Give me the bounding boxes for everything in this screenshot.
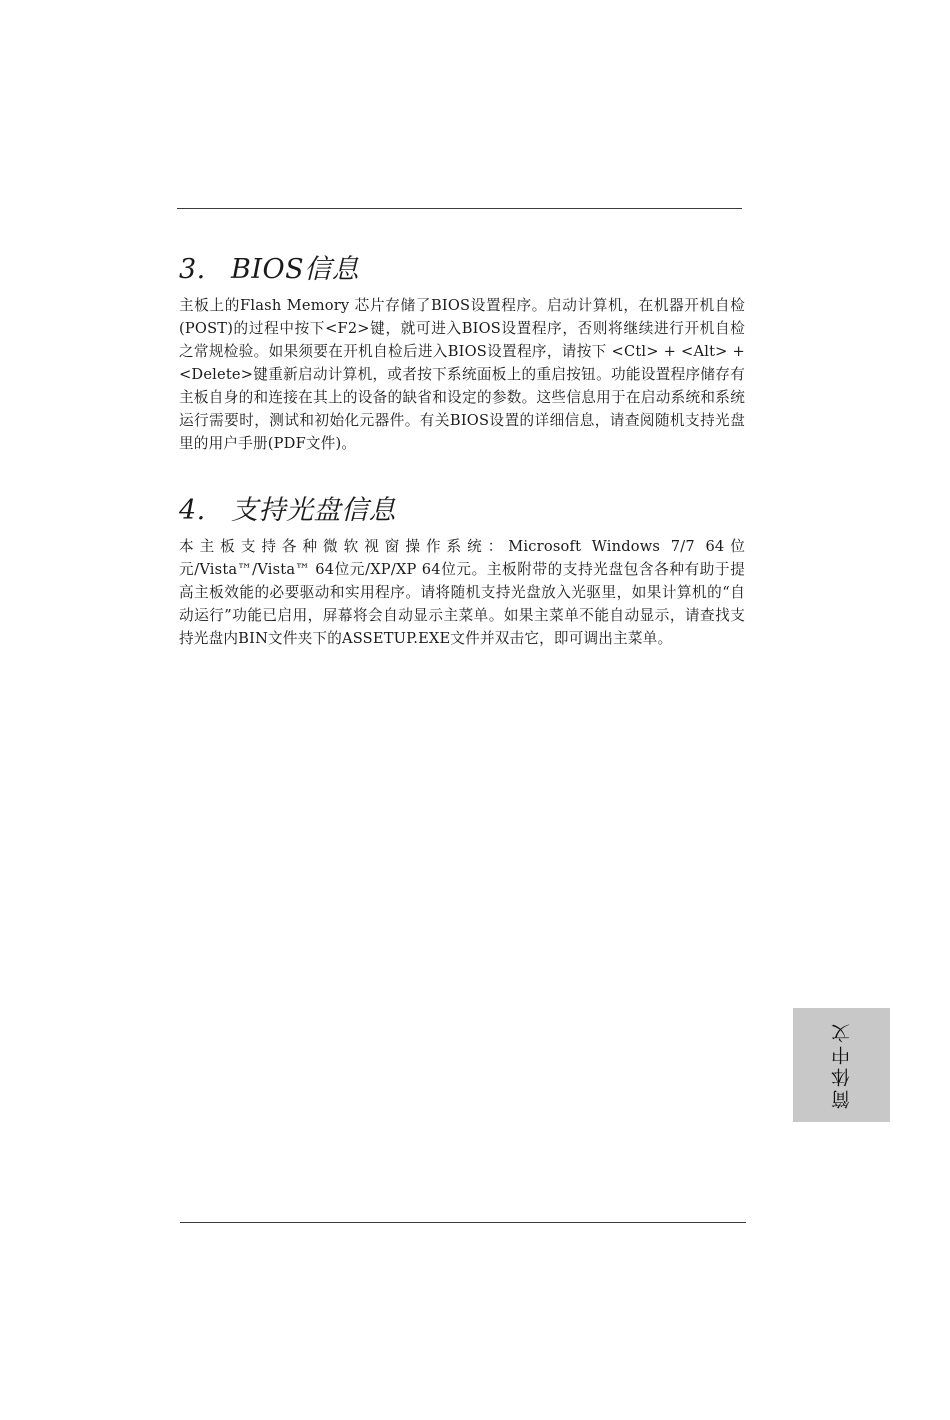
section-bios-info: [179, 250, 745, 455]
section-title: 支持光盘信息: [231, 495, 396, 526]
section-body: 主板上的Flash Memory 芯片存储了BIOS设置程序。启动计算机，在机器开机自检(POST)的过程中按下<F2>键，就可进入BIOS设置程序，否则将继续进行开机自检之常规检验。如果须要在开机自检后进入BIOS设置程序，请按下 <Ctl> + <Alt> + <Delete>键重新启动计算机，或者按下系统面板上的重启按钮。功能设置程序储存有主板自身的和连接在其上的设备的缺省和设定的参数。这些信息用于在启动系统和系统运行需要时，测试和初始化元器件。有关BIOS设置的详细信息，请查阅随机支持光盘里的用户手册(PDF文件)。: [179, 297, 745, 452]
section-title: BIOS信息: [231, 254, 360, 285]
section-body: 本主板支持各种微软视窗操作系统：Microsoft Windows 7/7 64位元/Vista™/Vista™ 64位元/XP/XP 64位元。主板附带的支持光盘包含各种有助于提高主板效能的必要驱动和实用程序。请将随机支持光盘放入光驱里，如果计算机的“自动运行”功能已启用，屏幕将会自动显示主菜单。如果主菜单不能自动显示，请查找支持光盘内BIN文件夹下的ASSETUP.EXE文件并双击它，即可调出主菜单。: [179, 538, 745, 647]
header-rule: [177, 208, 742, 209]
footer-rule: [180, 1222, 746, 1223]
language-tab: [793, 1008, 890, 1122]
section-heading: [179, 491, 745, 531]
section-number: 3.: [179, 254, 206, 285]
section-heading: [179, 250, 745, 290]
language-tab-label: 简体中文: [831, 1021, 853, 1109]
section-support-cd-info: [179, 491, 745, 650]
section-number: 4.: [179, 495, 206, 526]
